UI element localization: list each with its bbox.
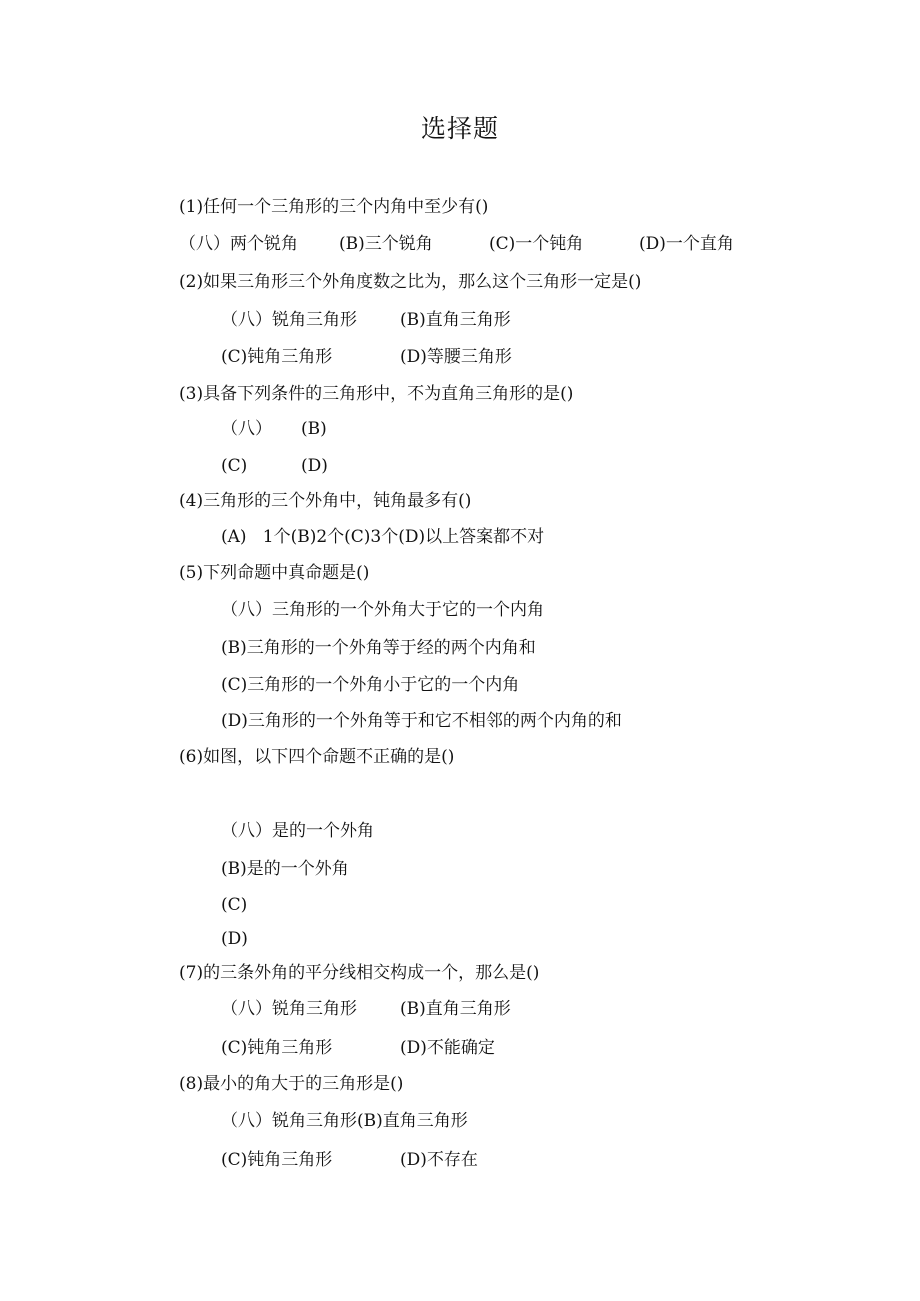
question-8-stem: (8)最小的角大于的三角形是() xyxy=(179,1074,404,1094)
page-title: 选择题 xyxy=(420,114,499,143)
question-3-option-d: (D) xyxy=(301,456,328,476)
question-8-option-ab: （八）锐角三角形(B)直角三角形 xyxy=(221,1111,468,1131)
question-5-stem: (5)下列命题中真命题是() xyxy=(179,563,370,583)
question-8-option-d: (D)不存在 xyxy=(400,1150,478,1170)
question-6-stem: (6)如图，以下四个命题不正确的是() xyxy=(179,747,455,767)
question-7-option-c: (C)钝角三角形 xyxy=(221,1038,333,1058)
question-5-option-a: （八）三角形的一个外角大于它的一个内角 xyxy=(221,600,544,620)
question-1-option-d: (D)一个直角 xyxy=(639,234,734,254)
question-1-option-c: (C)一个钝角 xyxy=(489,234,584,254)
question-2-stem: (2)如果三角形三个外角度数之比为，那么这个三角形一定是() xyxy=(179,272,642,292)
question-7-option-a: （八）锐角三角形 xyxy=(221,999,357,1019)
question-5-option-c: (C)三角形的一个外角小于它的一个内角 xyxy=(221,675,520,695)
question-2-option-d: (D)等腰三角形 xyxy=(400,347,512,367)
question-7-stem: (7)的三条外角的平分线相交构成一个，那么是() xyxy=(179,963,540,983)
question-1-option-a: （八）两个锐角 xyxy=(179,234,298,254)
question-6-option-c: (C) xyxy=(221,895,248,915)
question-5-option-d: (D)三角形的一个外角等于和它不相邻的两个内角的和 xyxy=(221,711,622,731)
question-3-stem: (3)具备下列条件的三角形中，不为直角三角形的是() xyxy=(179,384,574,404)
question-1-stem: (1)任何一个三角形的三个内角中至少有() xyxy=(179,197,489,217)
question-2-option-c: (C)钝角三角形 xyxy=(221,347,333,367)
question-4-stem: (4)三角形的三个外角中，钝角最多有() xyxy=(179,491,472,511)
question-1-option-b: (B)三个锐角 xyxy=(339,234,433,254)
question-3-option-a: （八） xyxy=(221,419,272,439)
question-7-option-b: (B)直角三角形 xyxy=(400,999,511,1019)
question-5-option-b: (B)三角形的一个外角等于经的两个内角和 xyxy=(221,638,536,658)
question-6-option-b: (B)是的一个外角 xyxy=(221,859,349,879)
question-2-option-a: （八）锐角三角形 xyxy=(221,310,357,330)
question-2-option-b: (B)直角三角形 xyxy=(400,310,511,330)
question-3-option-c: (C) xyxy=(221,456,248,476)
question-7-option-d: (D)不能确定 xyxy=(400,1038,495,1058)
question-4-options: (A) 1个(B)2个(C)3个(D)以上答案都不对 xyxy=(221,527,545,547)
question-6-option-a: （八）是的一个外角 xyxy=(221,821,374,841)
question-8-option-c: (C)钝角三角形 xyxy=(221,1150,333,1170)
question-3-option-b: (B) xyxy=(301,419,327,439)
question-6-option-d: (D) xyxy=(221,929,248,949)
